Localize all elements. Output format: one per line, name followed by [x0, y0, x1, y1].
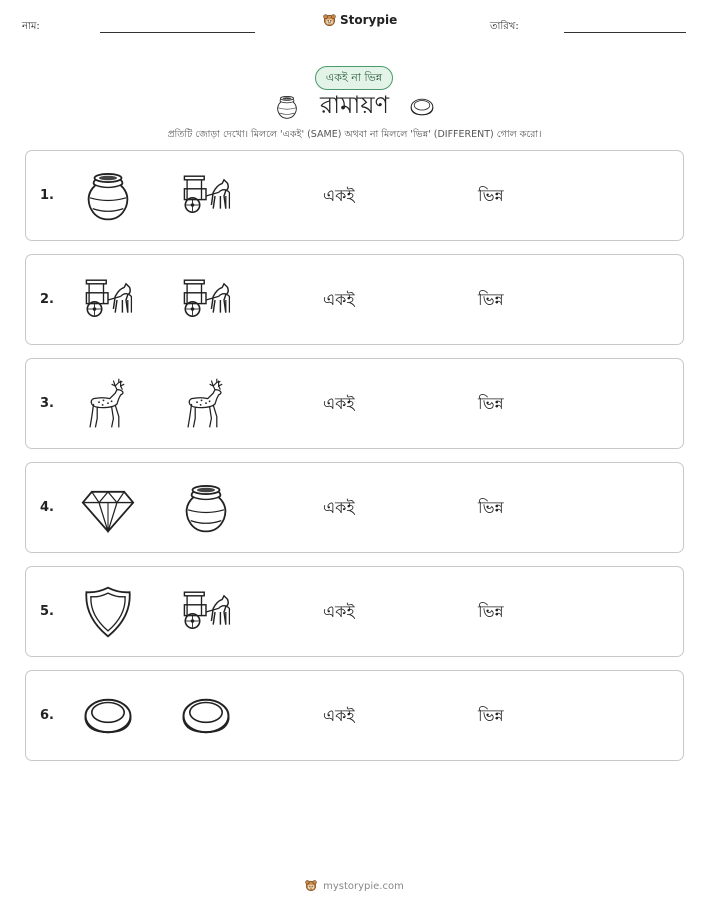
- question-row-1: [25, 150, 684, 241]
- deer-icon: [178, 377, 234, 431]
- different-option[interactable]: ভিন্ন: [478, 394, 504, 413]
- question-number: 2.: [40, 292, 54, 307]
- footer-site-link[interactable]: mystorypie.com: [323, 880, 404, 892]
- worksheet-type-badge: একই না ভিন্ন: [315, 66, 393, 90]
- left-picture: [80, 169, 136, 223]
- ring-icon: [178, 689, 234, 743]
- ring-icon: [409, 94, 435, 120]
- date-label: তারিখ:: [490, 21, 519, 32]
- page-title: রামায়ণ: [319, 91, 390, 119]
- right-picture: [178, 689, 234, 743]
- same-option[interactable]: একই: [323, 290, 355, 309]
- question-row-6: [25, 670, 684, 761]
- shield-icon: [80, 585, 136, 639]
- right-picture: [178, 585, 234, 639]
- right-picture: [178, 169, 234, 223]
- pot-icon: [178, 481, 234, 535]
- question-row-3: [25, 358, 684, 449]
- different-option[interactable]: ভিন্ন: [478, 602, 504, 621]
- question-number: 3.: [40, 396, 54, 411]
- chariot-icon: [178, 273, 234, 327]
- different-option[interactable]: ভিন্ন: [478, 186, 504, 205]
- left-picture: [80, 585, 136, 639]
- question-number: 6.: [40, 708, 54, 723]
- different-option[interactable]: ভিন্ন: [478, 290, 504, 309]
- deer-icon: [80, 377, 136, 431]
- left-picture: [80, 689, 136, 743]
- chariot-icon: [178, 169, 234, 223]
- different-option[interactable]: ভিন্ন: [478, 498, 504, 517]
- same-option[interactable]: একই: [323, 602, 355, 621]
- question-number: 5.: [40, 604, 54, 619]
- same-option[interactable]: একই: [323, 394, 355, 413]
- date-field[interactable]: [564, 32, 686, 33]
- brand-name: Storypie: [340, 13, 398, 27]
- left-picture: [80, 377, 136, 431]
- left-picture: [80, 481, 136, 535]
- diamond-icon: [80, 481, 136, 535]
- storypie-mascot-icon: [323, 14, 336, 27]
- name-field[interactable]: [100, 32, 255, 33]
- question-row-4: [25, 462, 684, 553]
- same-option[interactable]: একই: [323, 186, 355, 205]
- footer: [0, 880, 709, 892]
- storypie-mascot-icon: [305, 880, 317, 892]
- ring-icon: [80, 689, 136, 743]
- question-row-2: [25, 254, 684, 345]
- same-option[interactable]: একই: [323, 498, 355, 517]
- brand-logo: [323, 13, 397, 27]
- same-option[interactable]: একই: [323, 706, 355, 725]
- pot-icon: [80, 169, 136, 223]
- chariot-icon: [80, 273, 136, 327]
- left-picture: [80, 273, 136, 327]
- title-row: [0, 92, 709, 122]
- right-picture: [178, 481, 234, 535]
- instructions: প্রতিটি জোড়া দেখো। মিললে 'একই' (SAME) অথবা না মিললে 'ভিন্ন' (DIFFERENT) গোল করো।: [167, 129, 542, 140]
- question-number: 1.: [40, 188, 54, 203]
- chariot-icon: [178, 585, 234, 639]
- question-number: 4.: [40, 500, 54, 515]
- name-label: নাম:: [22, 21, 40, 32]
- right-picture: [178, 377, 234, 431]
- pot-icon: [274, 94, 300, 120]
- different-option[interactable]: ভিন্ন: [478, 706, 504, 725]
- right-picture: [178, 273, 234, 327]
- question-row-5: [25, 566, 684, 657]
